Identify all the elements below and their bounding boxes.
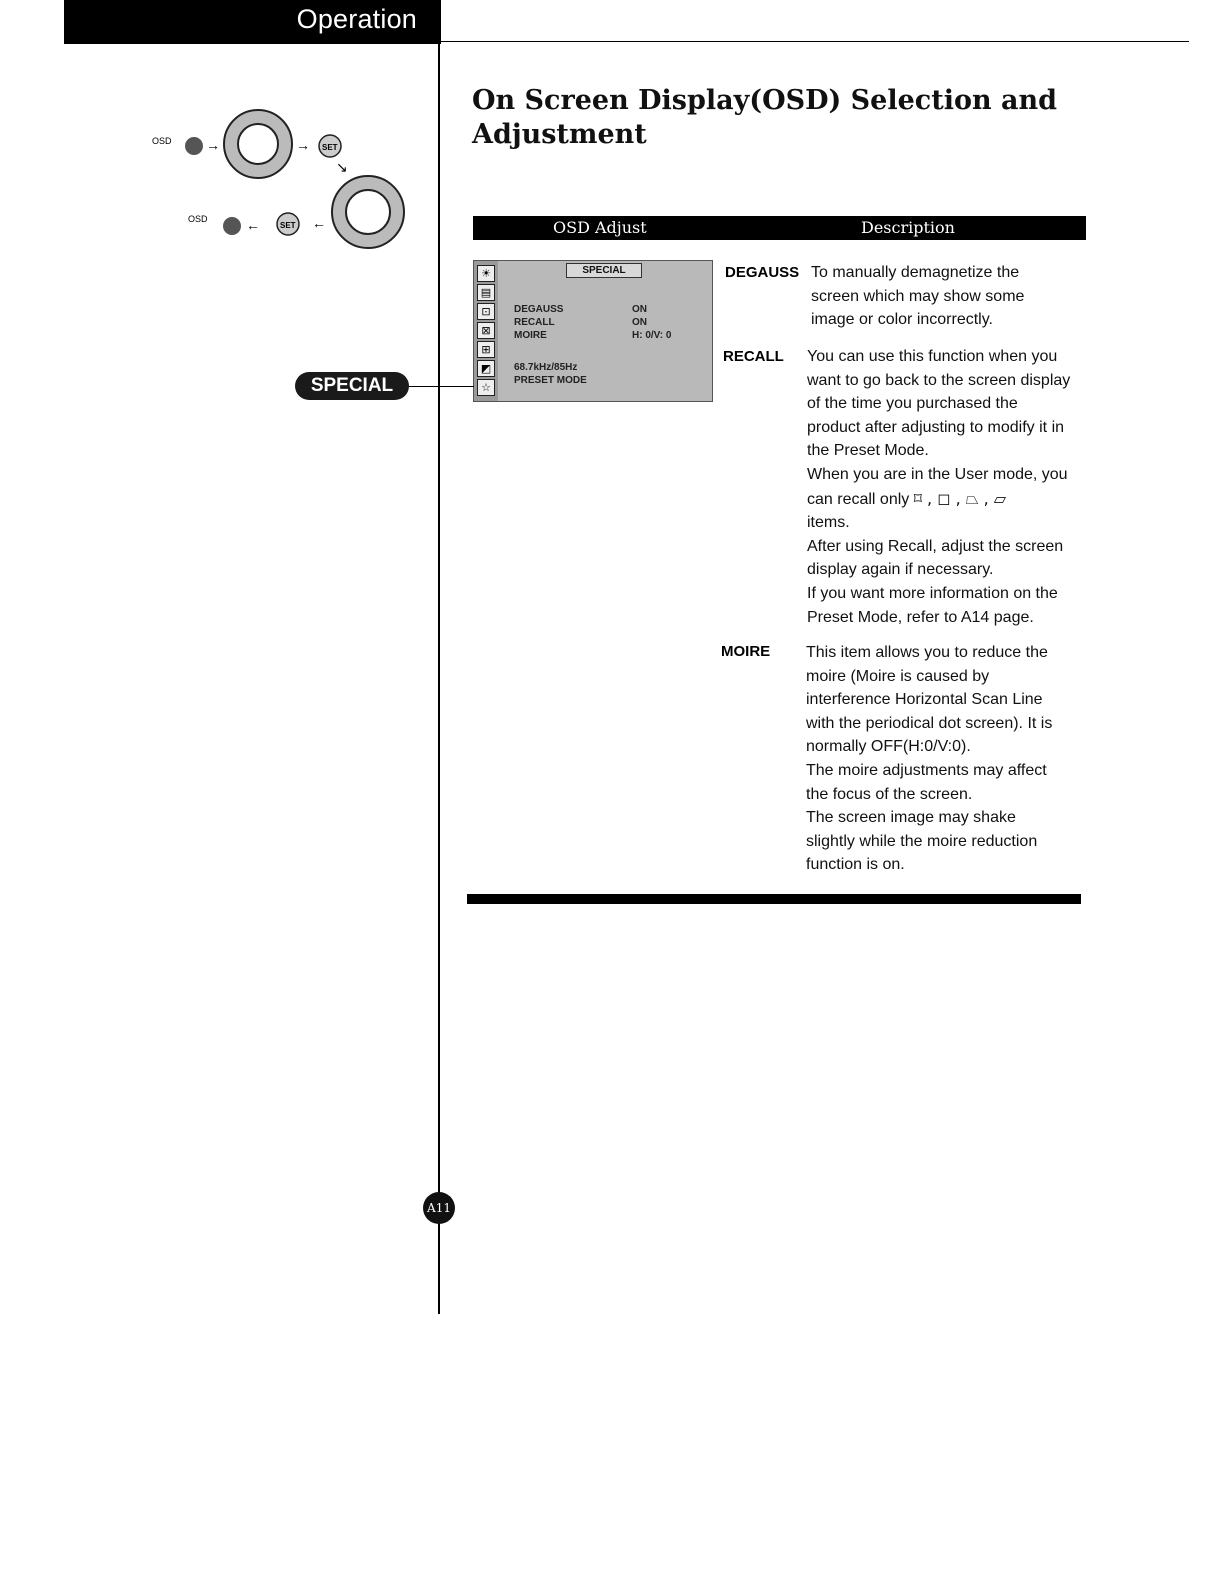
size-icon: ⊡ xyxy=(477,303,495,320)
desc-line: items. xyxy=(807,514,850,532)
geometry-glyphs-icon: ⌑ , ◻ , ⏢ , ⏥ xyxy=(913,488,1007,508)
osd-special-screen xyxy=(473,260,713,402)
table-bottom-rule xyxy=(467,894,1081,904)
col-description: Description xyxy=(861,218,955,237)
desc-line: with the periodical dot screen). It is xyxy=(806,714,1053,732)
osd-row-moire-label: MOIRE xyxy=(514,330,547,341)
term-recall: RECALL xyxy=(723,348,784,365)
arrow-right-icon: → xyxy=(206,137,220,153)
arrow-left-icon: ← xyxy=(312,215,326,231)
desc-line: Preset Mode, refer to A14 page. xyxy=(807,608,1034,626)
table-header xyxy=(473,216,1086,240)
section-title: Operation xyxy=(296,4,417,34)
desc-line: The moire adjustments may affect xyxy=(806,761,1047,779)
col-osd-adjust: OSD Adjust xyxy=(553,218,647,237)
osd-button-bottom-icon xyxy=(223,217,241,235)
margin-divider xyxy=(438,44,440,1314)
desc-line-recall-only xyxy=(807,487,1107,512)
arrow-down-right-icon: ↘ xyxy=(336,159,348,175)
geometry-icon: ⊠ xyxy=(477,322,495,339)
desc-line: This item allows you to reduce the xyxy=(806,644,1048,661)
desc-line: If you want more information on the xyxy=(807,584,1058,602)
desc-line: interference Horizontal Scan Line xyxy=(806,691,1043,709)
osd-row-degauss-value: ON xyxy=(632,304,647,315)
osd-navigation-diagram xyxy=(140,100,420,250)
header-rule xyxy=(441,41,1189,42)
arrow-right-icon-2: → xyxy=(296,137,310,153)
desc-line: screen which may show some xyxy=(811,287,1025,305)
osd-row-recall-label: RECALL xyxy=(514,317,555,328)
desc-line: of the time you purchased the xyxy=(807,395,1018,413)
position-icon: ⊞ xyxy=(477,341,495,358)
desc-line: product after adjusting to modify it in xyxy=(807,418,1065,436)
set-label-bottom: SET xyxy=(280,221,296,230)
desc-line: display again if necessary. xyxy=(807,561,994,579)
osd-tab-special: SPECIAL xyxy=(566,263,642,278)
desc-line: normally OFF(H:0/V:0). xyxy=(806,738,971,756)
desc-line: slightly while the moire reduction xyxy=(806,832,1038,850)
desc-line: You can use this function when you xyxy=(807,348,1058,365)
desc-line: function is on. xyxy=(806,856,905,874)
osd-label-top: OSD xyxy=(152,136,172,146)
desc-recall xyxy=(807,345,1107,629)
desc-line: the Preset Mode. xyxy=(807,442,929,460)
term-moire: MOIRE xyxy=(721,643,771,660)
desc-line: the focus of the screen. xyxy=(806,785,973,803)
header-bar xyxy=(64,0,441,44)
page-title: On Screen Display(OSD) Selection and Adjustment xyxy=(472,85,1057,150)
term-degauss: DEGAUSS xyxy=(725,264,800,281)
osd-frequency: 68.7kHz/85Hz xyxy=(514,362,578,373)
special-connector-line xyxy=(408,386,474,387)
brightness-icon: ☀ xyxy=(477,265,495,282)
osd-row-recall-value: ON xyxy=(632,317,647,328)
special-label-pill: SPECIAL xyxy=(295,372,409,400)
osd-icon-column xyxy=(474,261,498,401)
osd-row-degauss-label: DEGAUSS xyxy=(514,304,564,315)
desc-line: image or color incorrectly. xyxy=(811,311,993,329)
desc-line: After using Recall, adjust the screen xyxy=(807,537,1064,555)
rgb-icon: ▤ xyxy=(477,284,495,301)
osd-row-moire-value: H: 0/V: 0 xyxy=(632,330,672,341)
desc-degauss xyxy=(811,261,1091,332)
osd-mode: PRESET MODE xyxy=(514,375,587,386)
desc-moire xyxy=(806,641,1096,877)
desc-line: To manually demagnetize the xyxy=(811,264,1020,281)
osd-label-bottom: OSD xyxy=(188,214,208,224)
page-number-badge: A11 xyxy=(423,1192,455,1224)
desc-line: When you are in the User mode, you xyxy=(807,465,1068,483)
desc-line: The screen image may shake xyxy=(806,809,1016,827)
star-icon: ☆ xyxy=(477,379,495,396)
recall-only-text: can recall only xyxy=(807,490,910,508)
desc-line: moire (Moire is caused by xyxy=(806,667,990,685)
arrow-left-icon-2: ← xyxy=(246,217,260,233)
desc-line: want to go back to the screen display xyxy=(807,371,1071,389)
osd-button-icon xyxy=(185,137,203,155)
set-label-top: SET xyxy=(322,143,338,152)
special-icon: ◩ xyxy=(477,360,495,377)
